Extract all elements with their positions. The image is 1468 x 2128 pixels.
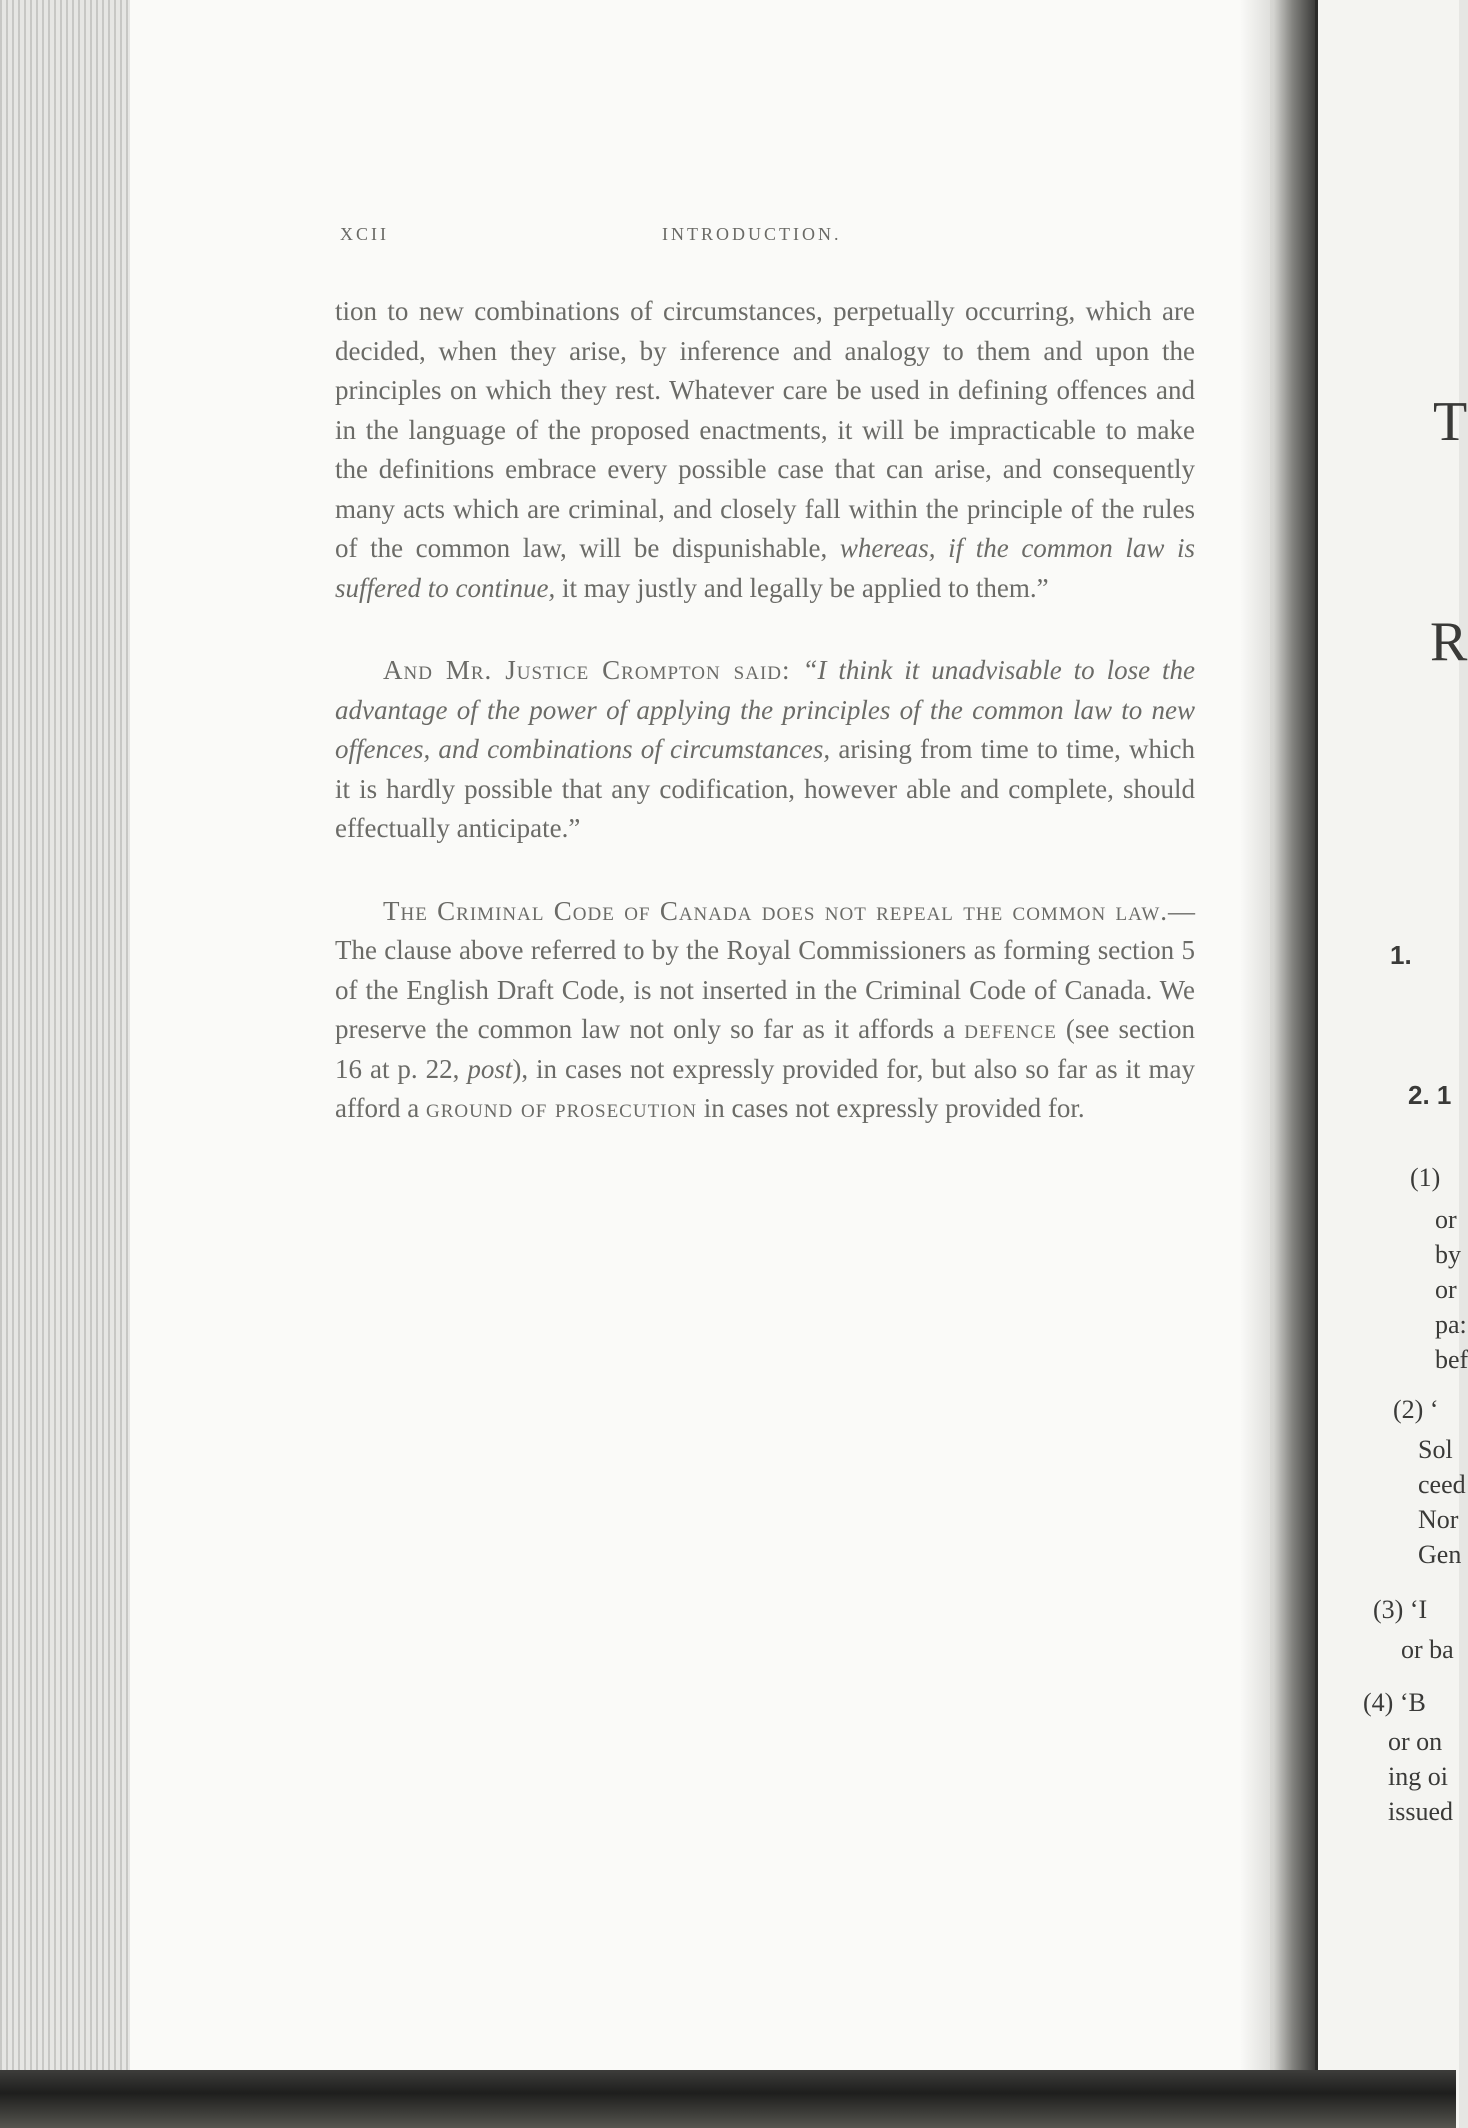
paragraph-1: tion to new combinations of circumstances, perpetually occurring, which are decided, when they arise, by inference and analogy to them and upon the principles on which they rest. Whatever care be used in defining offences and in the language of the proposed enactments, it will be impracticable to make the definitions embrace every possible case that can arise, and consequently many acts which are criminal, and closely fall within the principle of the rules of the common law, will be dispunishable, whereas, if the common law is suffered to continue, it may justly and legally be applied to them.” [335, 296, 1195, 603]
fragment-gen: Gen [1418, 1540, 1462, 1569]
book-bottom-edge [0, 2070, 1456, 2128]
running-head [340, 224, 1200, 254]
fragment-by: by [1435, 1240, 1461, 1269]
paragraph-3: The Criminal Code of Canada does not repeal the common law.—The clause above referred to by the Royal Commissioners as forming section 5 of the English Draft Code, is not inserted in the Criminal Code of Canada. We preserve the common law not only so far as it affords a defence (see section 16 at p. 22, post), in cases not expressly provided for, but also so far as it may afford a ground of prosecution in cases not expressly provided for. [335, 895, 1195, 1123]
fragment-n4: (4) ‘B [1363, 1688, 1426, 1717]
page-body [335, 292, 1195, 1172]
fragment-ingo: ing oi [1388, 1762, 1448, 1791]
fragment-pa: pa: [1435, 1310, 1467, 1339]
fragment-section-2: 2. 1 [1408, 1080, 1452, 1110]
fragment-or1: or [1435, 1205, 1457, 1234]
fragment-r: R [1430, 611, 1468, 673]
fragment-ceed: ceed [1418, 1470, 1466, 1499]
fragment-section-1: 1. [1390, 940, 1412, 970]
page-number: XCII [340, 224, 389, 244]
fragment-oron: or on [1388, 1727, 1443, 1756]
fragment-n1: (1) [1410, 1163, 1441, 1192]
fragment-sol: Sol [1418, 1435, 1453, 1464]
running-title: INTRODUCTION. [662, 224, 842, 244]
fragment-bef: bef [1435, 1345, 1468, 1374]
fragment-nor: Nor [1418, 1505, 1459, 1534]
gutter-shadow [1240, 0, 1315, 2070]
fragment-issued: issued [1388, 1797, 1453, 1826]
right-page-edge [1315, 0, 1468, 2128]
fragment-t: T [1433, 391, 1468, 453]
page-edges [0, 0, 130, 2128]
paragraph-2: And Mr. Justice Crompton said: “I think it unadvisable to lose the advantage of the power of applying the principles of the common law to new offences, and combinations of circumstances, arising from time to time, which it is hardly possible that any codification, however able and complete, should effectually anticipate.” [335, 655, 1195, 843]
fragment-n3: (3) ‘I [1373, 1595, 1428, 1624]
fragment-n2: (2) ‘ [1393, 1395, 1439, 1424]
fragment-or2: or [1435, 1275, 1457, 1304]
fragment-orba: or ba [1401, 1635, 1454, 1664]
